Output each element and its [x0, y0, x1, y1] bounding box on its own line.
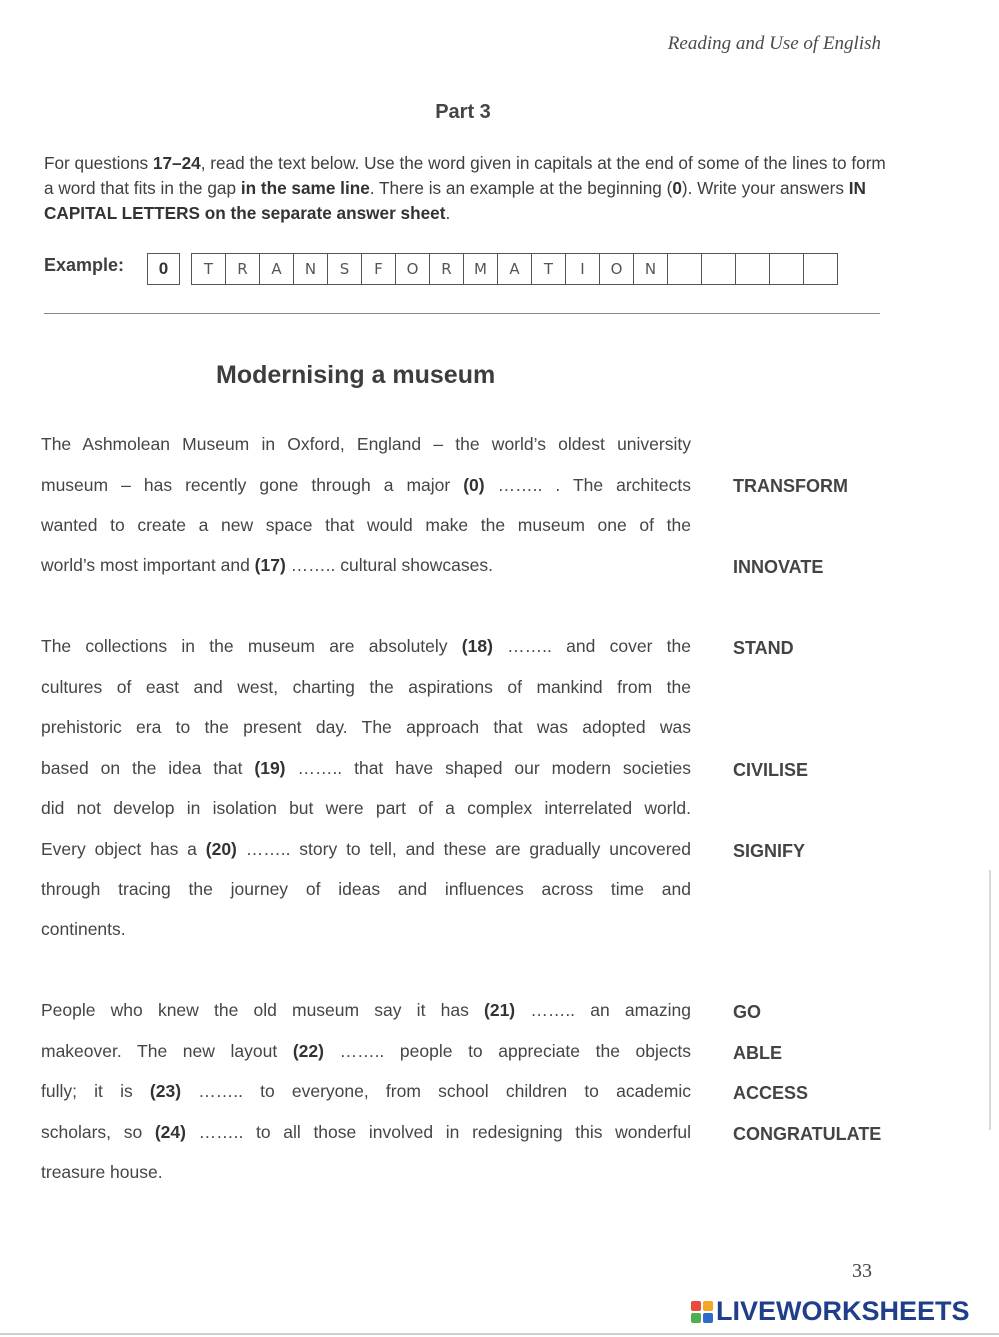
keyword-able: ABLE: [733, 1043, 782, 1063]
part-title: Part 3: [435, 101, 491, 123]
example-letter-box: N: [634, 253, 668, 285]
example-letter-box: T: [532, 253, 566, 285]
text-line: based on the idea that (19) …….. that have shaped our modern societies: [41, 758, 691, 778]
example-letter-box: [668, 253, 702, 285]
text-line: world’s most important and (17) …….. cultural showcases.: [41, 555, 493, 575]
text-line: makeover. The new layout (22) …….. people to appreciate the objects: [41, 1041, 691, 1061]
example-letter-box: T: [192, 253, 226, 285]
keyword-congratulate: CONGRATULATE: [733, 1124, 882, 1144]
gap-dots: …….. cultural showcases.: [285, 555, 493, 575]
example-letter-box: [702, 253, 736, 285]
liveworksheets-logo[interactable]: [690, 1296, 970, 1327]
section-divider: [44, 313, 880, 314]
liveworksheets-logo-icon: [690, 1300, 714, 1324]
example-letter-box: [736, 253, 770, 285]
gap-dots: …….. to all those involved in redesigning this wonderful: [185, 1122, 691, 1142]
gap-dots: …….. an amazing: [515, 1000, 691, 1020]
example-letter-box: A: [260, 253, 294, 285]
page-number: 33: [852, 1260, 872, 1282]
keyword-transform: TRANSFORM: [733, 476, 848, 496]
instructions: [44, 151, 889, 226]
text-line: The Ashmolean Museum in Oxford, England – the world’s oldest university: [41, 434, 691, 454]
gap-number: (0): [463, 475, 485, 495]
example-letter-box: A: [498, 253, 532, 285]
text-line: Every object has a (20) …….. story to tell, and these are gradually uncovered: [41, 839, 692, 859]
gap-number: (17): [254, 555, 286, 575]
gap-dots: …….. that have shaped our modern societies: [285, 758, 691, 778]
text-line: prehistoric era to the present day. The approach that was adopted was: [41, 717, 691, 737]
example-letter-box: F: [362, 253, 396, 285]
text-line: wanted to create a new space that would make the museum one of the: [41, 515, 691, 535]
gap-dots: …….. story to tell, and these are gradually uncovered: [236, 839, 692, 859]
gap-number: (19): [254, 758, 286, 778]
gap-number: (21): [484, 1000, 516, 1020]
example-letter-box: R: [430, 253, 464, 285]
instructions-text: . There is an example at the beginning (: [369, 178, 673, 198]
text-line: fully; it is (23) …….. to everyone, from school children to academic: [41, 1081, 691, 1101]
gap-dots: …….. . The architects: [484, 475, 692, 495]
gap-number: (23): [149, 1081, 182, 1101]
keyword-innovate: INNOVATE: [733, 557, 824, 577]
example-answer-boxes: [191, 253, 838, 285]
keyword-stand: STAND: [733, 638, 794, 658]
text-title: Modernising a museum: [216, 361, 496, 389]
example-letter-box: N: [294, 253, 328, 285]
example-letter-box: [770, 253, 804, 285]
example-letter-box: R: [226, 253, 260, 285]
gap-dots: …….. people to appreciate the objects: [323, 1041, 691, 1061]
gap-dots: …….. and cover the: [492, 636, 691, 656]
example-letter-box: M: [464, 253, 498, 285]
text-line: People who knew the old museum say it has (21) …….. an amazing: [41, 1000, 691, 1020]
keyword-signify: SIGNIFY: [733, 841, 806, 861]
instructions-text: .: [445, 203, 451, 223]
text-line: museum – has recently gone through a major (0) …….. . The architects: [41, 475, 692, 495]
text-line: through tracing the journey of ideas and influences across time and: [41, 879, 691, 899]
gap-number: (24): [154, 1122, 186, 1142]
text-line: continents.: [41, 919, 126, 939]
gap-number: (20): [205, 839, 237, 859]
gap-number: (22): [292, 1041, 324, 1061]
instructions-answer-format: IN CAPITAL LETTERS on the separate answer sheet: [44, 178, 866, 223]
instructions-text: For questions: [44, 153, 153, 173]
text-line: The collections in the museum are absolutely (18) …….. and cover the: [41, 636, 691, 656]
example-letter-box: [804, 253, 838, 285]
example-letter-box: I: [566, 253, 600, 285]
text-line: did not develop in isolation but were part of a complex interrelated world.: [41, 798, 691, 818]
instructions-emphasis: in the same line: [240, 178, 370, 198]
instructions-text: , read the text below. Use the word given in capitals at the end of some of the lines to form a word that fits in the gap: [44, 153, 886, 198]
text-line: treasure house.: [41, 1162, 163, 1182]
instructions-example-number: 0: [672, 178, 682, 198]
text-line: cultures of east and west, charting the aspirations of mankind from the: [41, 677, 691, 697]
example-letter-box: O: [600, 253, 634, 285]
instructions-question-range: 17–24: [152, 153, 201, 173]
keyword-civilise: CIVILISE: [733, 760, 809, 780]
example-number-box: 0: [147, 253, 180, 285]
instructions-text: ). Write your answers: [681, 178, 849, 198]
text-line: scholars, so (24) …….. to all those involved in redesigning this wonderful: [41, 1122, 691, 1142]
page-bottom-border: [0, 1333, 999, 1335]
gap-number: (18): [461, 636, 493, 656]
running-head: Reading and Use of English: [667, 33, 881, 54]
example-label: Example:: [44, 255, 125, 275]
gap-dots: …….. to everyone, from school children to academic: [181, 1081, 691, 1101]
keyword-go: GO: [733, 1002, 762, 1022]
page-edge-shadow: [989, 870, 991, 1130]
keyword-access: ACCESS: [733, 1083, 809, 1103]
logo-text: LIVEWORKSHEETS: [716, 1296, 970, 1326]
example-letter-box: S: [328, 253, 362, 285]
example-letter-box: O: [396, 253, 430, 285]
